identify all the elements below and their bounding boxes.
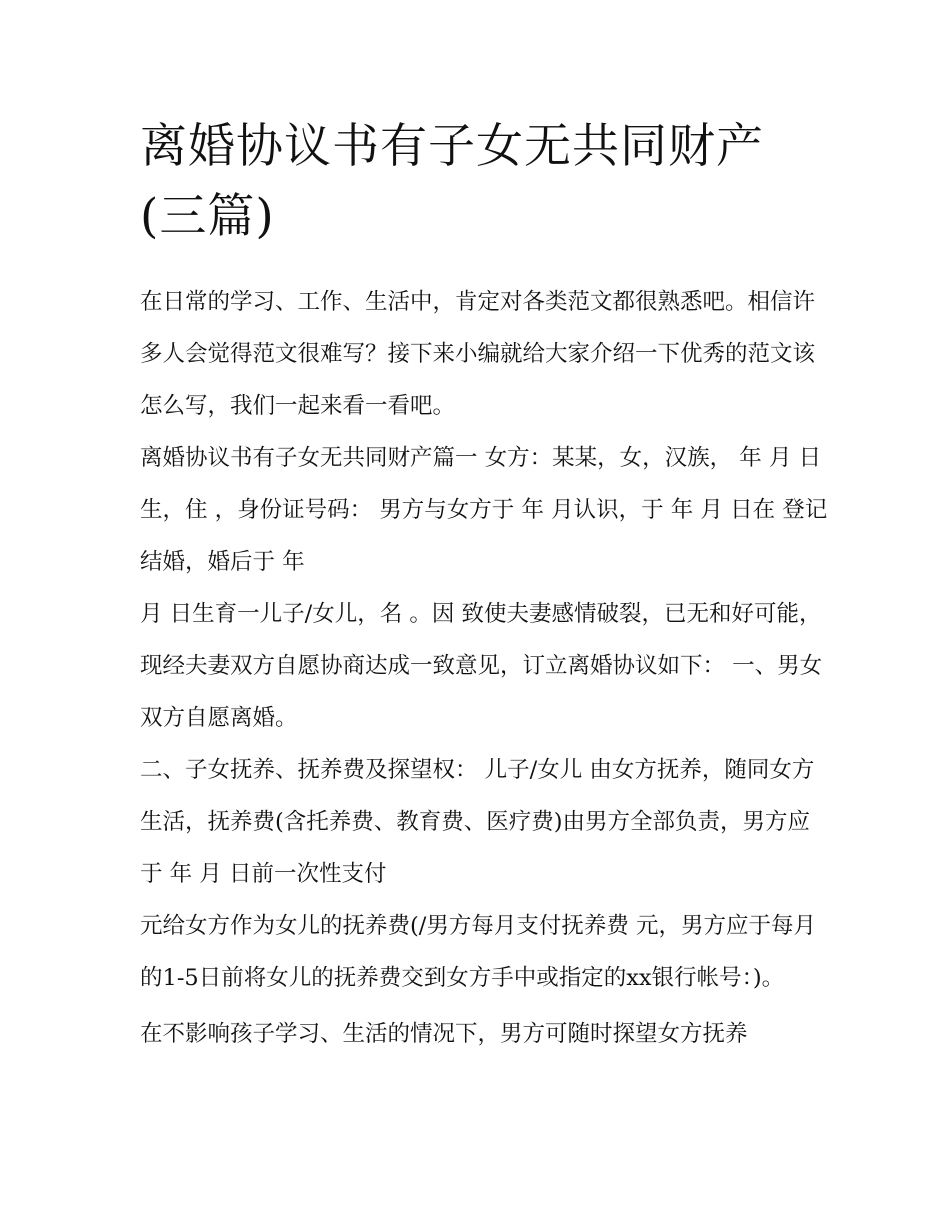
paragraph-parties: 离婚协议书有子女无共同财产篇一 女方：某某，女，汉族， 年 月 日生，住 ，身份证号码： 男方与女方于 年 月认识，于 年 月 日在 登记结婚，婚后于 年 bbox=[140, 445, 828, 575]
paragraph-visitation: 在不影响孩子学习、生活的情况下，男方可随时探望女方抚养 bbox=[140, 1021, 748, 1047]
paragraph-intro: 在日常的学习、工作、生活中，肯定对各类范文都很熟悉吧。相信许多人会觉得范文很难写？接下来小编就给大家介绍一下优秀的范文该怎么写，我们一起来看一看吧。 bbox=[140, 289, 816, 419]
document-title: 离婚协议书有子女无共同财产(三篇) bbox=[140, 119, 764, 244]
paragraph-marriage: 月 日生育一儿子/女儿，名 。因 致使夫妻感情破裂，已无和好可能，现经夫妻双方自愿协商达成一致意见，订立离婚协议如下： 一、男女双方自愿离婚。 bbox=[140, 601, 823, 731]
paragraph-child-custody: 二、子女抚养、抚养费及探望权： 儿子/女儿 由女方抚养，随同女方生活，抚养费(含托养费、教育费、医疗费)由男方全部负责，男方应于 年 月 日前一次性支付 bbox=[140, 757, 815, 887]
paragraph-child-support: 元给女方作为女儿的抚养费(/男方每月支付抚养费 元，男方应于每月的1-5日前将女儿的抚养费交到女方手中或指定的xx银行帐号：)。 bbox=[140, 913, 817, 991]
